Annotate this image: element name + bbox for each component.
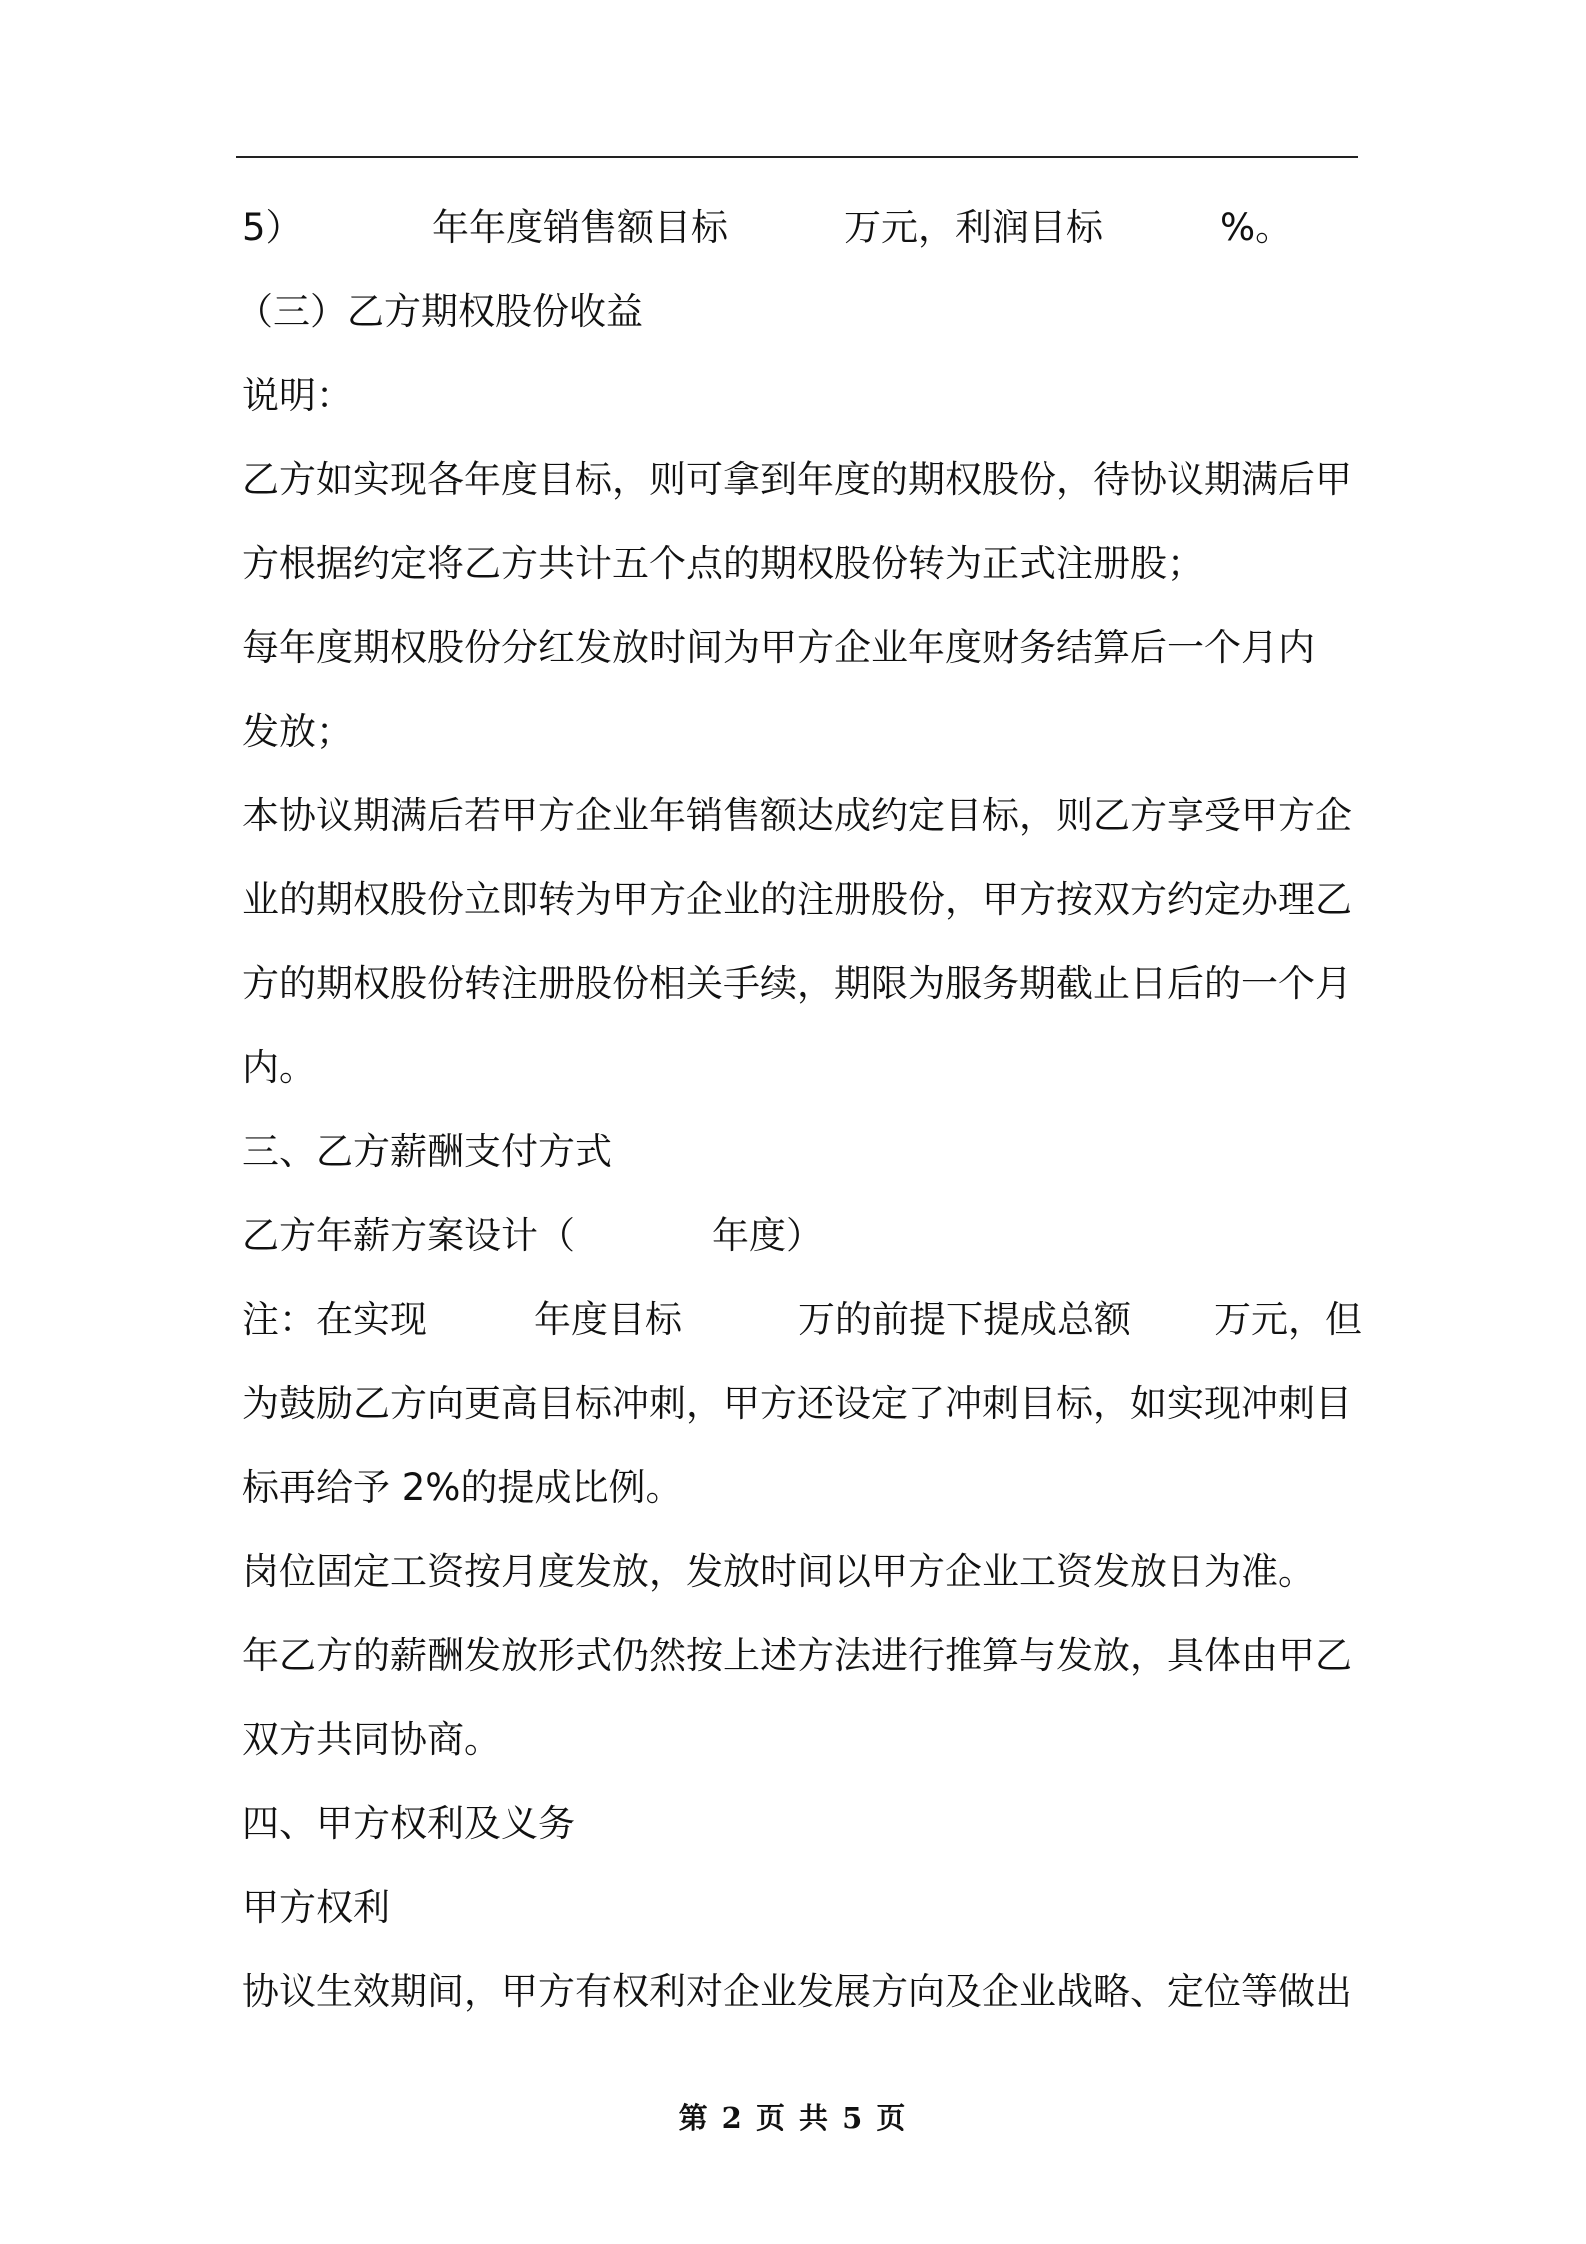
paragraph-line: 岗位固定工资按月度发放，发放时间以甲方企业工资发放日为准。 — [242, 1550, 1315, 1593]
paragraph-line: 内。 — [242, 1046, 316, 1089]
year-label: 年度） — [712, 1214, 823, 1257]
amount-unit-label: 万元，但 — [1214, 1298, 1362, 1341]
paragraph-line: 乙方如实现各年度目标，则可拿到年度的期权股份，待协议期满后甲 — [242, 458, 1352, 501]
page-number-footer: 第 2 页 共 5 页 — [678, 2101, 908, 2135]
percent-mark: %。 — [1220, 206, 1293, 249]
note-prefix: 注：在实现 — [242, 1298, 427, 1341]
paragraph-line: 每年度期权股份分红发放时间为甲方企业年度财务结算后一个月内 — [242, 626, 1315, 669]
profit-target-label: 万元，利润目标 — [844, 206, 1103, 249]
paragraph-line: 标再给予 2%的提成比例。 — [242, 1466, 683, 1509]
paragraph-line: 本协议期满后若甲方企业年销售额达成约定目标，则乙方享受甲方企 — [242, 794, 1352, 837]
paragraph-line: 方根据约定将乙方共计五个点的期权股份转为正式注册股； — [242, 542, 1204, 585]
section-heading-salary-payment: 三、乙方薪酬支付方式 — [242, 1130, 612, 1173]
sales-target-label: 年年度销售额目标 — [432, 206, 728, 249]
paragraph-line: 年乙方的薪酬发放形式仍然按上述方法进行推算与发放，具体由甲乙 — [242, 1634, 1352, 1677]
section-heading-equity-income: （三）乙方期权股份收益 — [236, 290, 643, 333]
subheading-party-a-rights: 甲方权利 — [242, 1886, 390, 1929]
header-rule — [236, 156, 1358, 158]
paragraph-line: 协议生效期间，甲方有权利对企业发展方向及企业战略、定位等做出 — [242, 1970, 1352, 2013]
paragraph-line: 业的期权股份立即转为甲方企业的注册股份，甲方按双方约定办理乙 — [242, 878, 1352, 921]
item-number: 5） — [242, 206, 303, 249]
paragraph-line: 发放； — [242, 710, 353, 753]
paragraph-line: 为鼓励乙方向更高目标冲刺，甲方还设定了冲刺目标，如实现冲刺目 — [242, 1382, 1352, 1425]
annual-target-label: 年度目标 — [534, 1298, 682, 1341]
note-label: 说明： — [242, 374, 353, 417]
paragraph-line: 方的期权股份转注册股份相关手续，期限为服务期截止日后的一个月 — [242, 962, 1352, 1005]
paragraph-line: 双方共同协商。 — [242, 1718, 501, 1761]
commission-total-label: 万的前提下提成总额 — [798, 1298, 1131, 1341]
annual-salary-label: 乙方年薪方案设计（ — [242, 1214, 575, 1257]
section-heading-party-a-rights: 四、甲方权利及义务 — [242, 1802, 575, 1845]
